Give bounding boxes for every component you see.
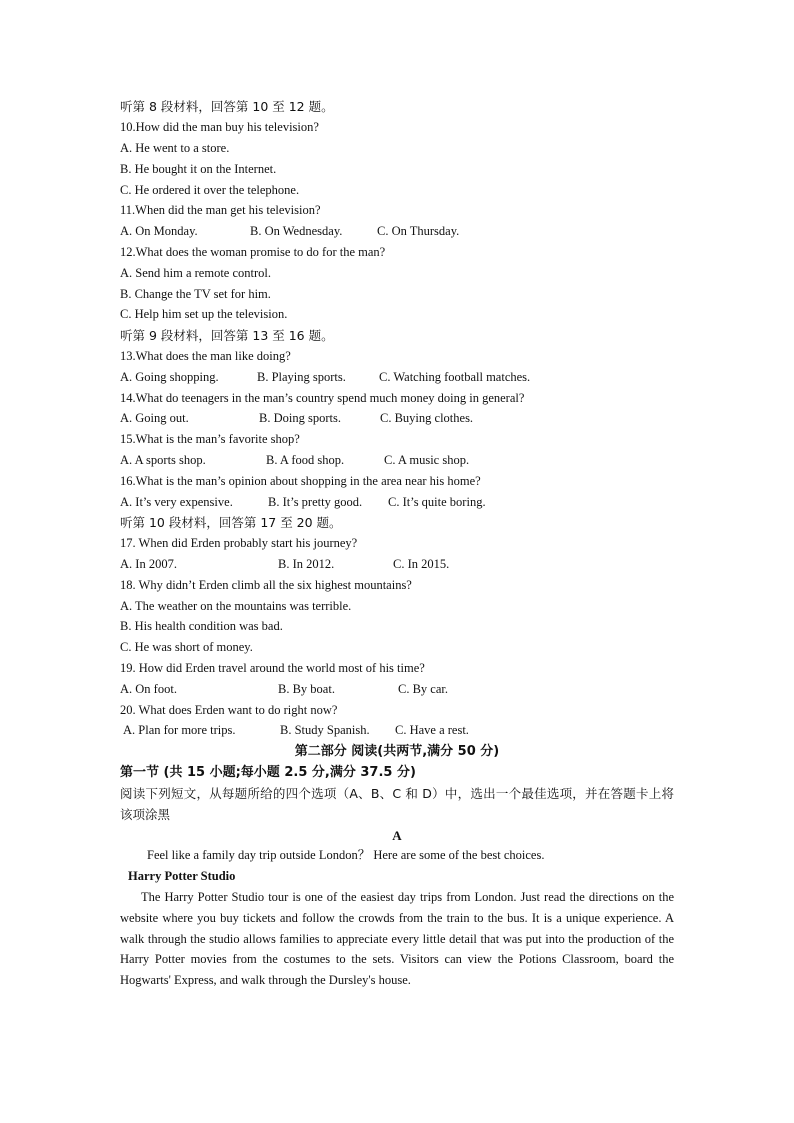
question-13-option-c: C. Watching football matches. bbox=[379, 370, 531, 384]
question-10-option-a: A. He went to a store. bbox=[120, 141, 230, 155]
question-11-stem: 11.When did the man get his television? bbox=[120, 203, 321, 217]
question-14-options bbox=[120, 411, 680, 426]
question-15-option-b: B. A food shop. bbox=[266, 453, 345, 467]
question-11-option-a: A. On Monday. bbox=[120, 224, 198, 238]
section-10-header: 听第 10 段材料，回答第 17 至 20 题。 bbox=[120, 515, 342, 530]
section-8-header: 听第 8 段材料，回答第 10 至 12 题。 bbox=[120, 99, 334, 114]
question-18-stem: 18. Why didn’t Erden climb all the six highest mountains? bbox=[120, 578, 412, 592]
question-19-stem: 19. How did Erden travel around the world most of his time? bbox=[120, 661, 425, 675]
question-10-stem: 10.How did the man buy his television? bbox=[120, 120, 319, 134]
question-10-option-b: B. He bought it on the Internet. bbox=[120, 162, 277, 176]
question-20-option-c: C. Have a rest. bbox=[395, 723, 469, 737]
question-13-stem: 13.What does the man like doing? bbox=[120, 349, 291, 363]
passage-intro: Feel like a family day trip outside London？ Here are some of the best choices. bbox=[147, 848, 545, 862]
question-19-option-a: A. On foot. bbox=[120, 682, 177, 696]
question-16-option-b: B. It’s pretty good. bbox=[268, 495, 363, 509]
harry-potter-studio-heading: Harry Potter Studio bbox=[128, 869, 236, 883]
question-17-stem: 17. When did Erden probably start his journey? bbox=[120, 536, 358, 550]
question-16-options bbox=[120, 495, 680, 510]
question-20-stem: 20. What does Erden want to do right now? bbox=[120, 703, 338, 717]
part-2-title: 第二部分 阅读(共两节,满分 50 分) bbox=[294, 744, 500, 759]
question-20-option-b: B. Study Spanish. bbox=[280, 723, 370, 737]
question-16-stem: 16.What is the man’s opinion about shopping in the area near his home? bbox=[120, 474, 481, 488]
question-14-option-a: A. Going out. bbox=[120, 411, 189, 425]
question-17-option-b: B. In 2012. bbox=[278, 557, 335, 571]
question-19-options bbox=[120, 682, 680, 697]
question-13-option-a: A. Going shopping. bbox=[120, 370, 219, 384]
question-14-option-c: C. Buying clothes. bbox=[380, 411, 474, 425]
question-19-option-b: B. By boat. bbox=[278, 682, 335, 696]
question-12-stem: 12.What does the woman promise to do for the man? bbox=[120, 245, 386, 259]
question-15-option-c: C. A music shop. bbox=[384, 453, 470, 467]
question-11-options bbox=[120, 224, 680, 239]
question-10-option-c: C. He ordered it over the telephone. bbox=[120, 183, 300, 197]
question-15-stem: 15.What is the man’s favorite shop? bbox=[120, 432, 300, 446]
question-17-option-a: A. In 2007. bbox=[120, 557, 177, 571]
question-12-option-a: A. Send him a remote control. bbox=[120, 266, 272, 280]
question-14-option-b: B. Doing sports. bbox=[259, 411, 341, 425]
question-16-option-a: A. It’s very expensive. bbox=[120, 495, 233, 509]
question-13-option-b: B. Playing sports. bbox=[257, 370, 346, 384]
section-9-header: 听第 9 段材料，回答第 13 至 16 题。 bbox=[120, 328, 334, 343]
question-14-stem: 14.What do teenagers in the man’s country spend much money doing in general? bbox=[120, 391, 525, 405]
harry-potter-studio-paragraph: The Harry Potter Studio tour is one of the easiest day trips from London. Just read the directions on the website where you buy tickets and follow the crowds from the train to the bus. It is a unique experience. A walk through the studio allows families to appreciate every little detail that was put into the production of the Harry Potter movies from the costumes to the sets. Visitors can view the Potions Classroom, board the Hogwarts' Express, and walk through the Dursley's house. bbox=[120, 890, 674, 988]
question-18-option-b: B. His health condition was bad. bbox=[120, 619, 283, 633]
question-15-options bbox=[120, 453, 680, 468]
question-16-option-c: C. It’s quite boring. bbox=[388, 495, 486, 509]
question-19-option-c: C. By car. bbox=[398, 682, 448, 696]
passage-label: A bbox=[392, 828, 402, 843]
section-1-title: 第一节 (共 15 小题;每小题 2.5 分,满分 37.5 分) bbox=[120, 765, 416, 780]
question-20-options bbox=[120, 723, 680, 738]
question-11-option-b: B. On Wednesday. bbox=[250, 224, 343, 238]
question-12-option-c: C. Help him set up the television. bbox=[120, 307, 288, 321]
question-12-option-b: B. Change the TV set for him. bbox=[120, 287, 271, 301]
question-13-options bbox=[120, 370, 680, 385]
question-11-option-c: C. On Thursday. bbox=[377, 224, 460, 238]
question-17-options bbox=[120, 557, 680, 572]
question-17-option-c: C. In 2015. bbox=[393, 557, 450, 571]
question-20-option-a: A. Plan for more trips. bbox=[123, 723, 236, 737]
question-18-option-c: C. He was short of money. bbox=[120, 640, 253, 654]
question-15-option-a: A. A sports shop. bbox=[120, 453, 206, 467]
question-18-option-a: A. The weather on the mountains was terrible. bbox=[120, 599, 352, 613]
reading-instructions: 阅读下列短文，从每题所给的四个选项（A、B、C 和 D）中，选出一个最佳选项，并在答题卡上将该项涂黑 bbox=[120, 786, 674, 822]
